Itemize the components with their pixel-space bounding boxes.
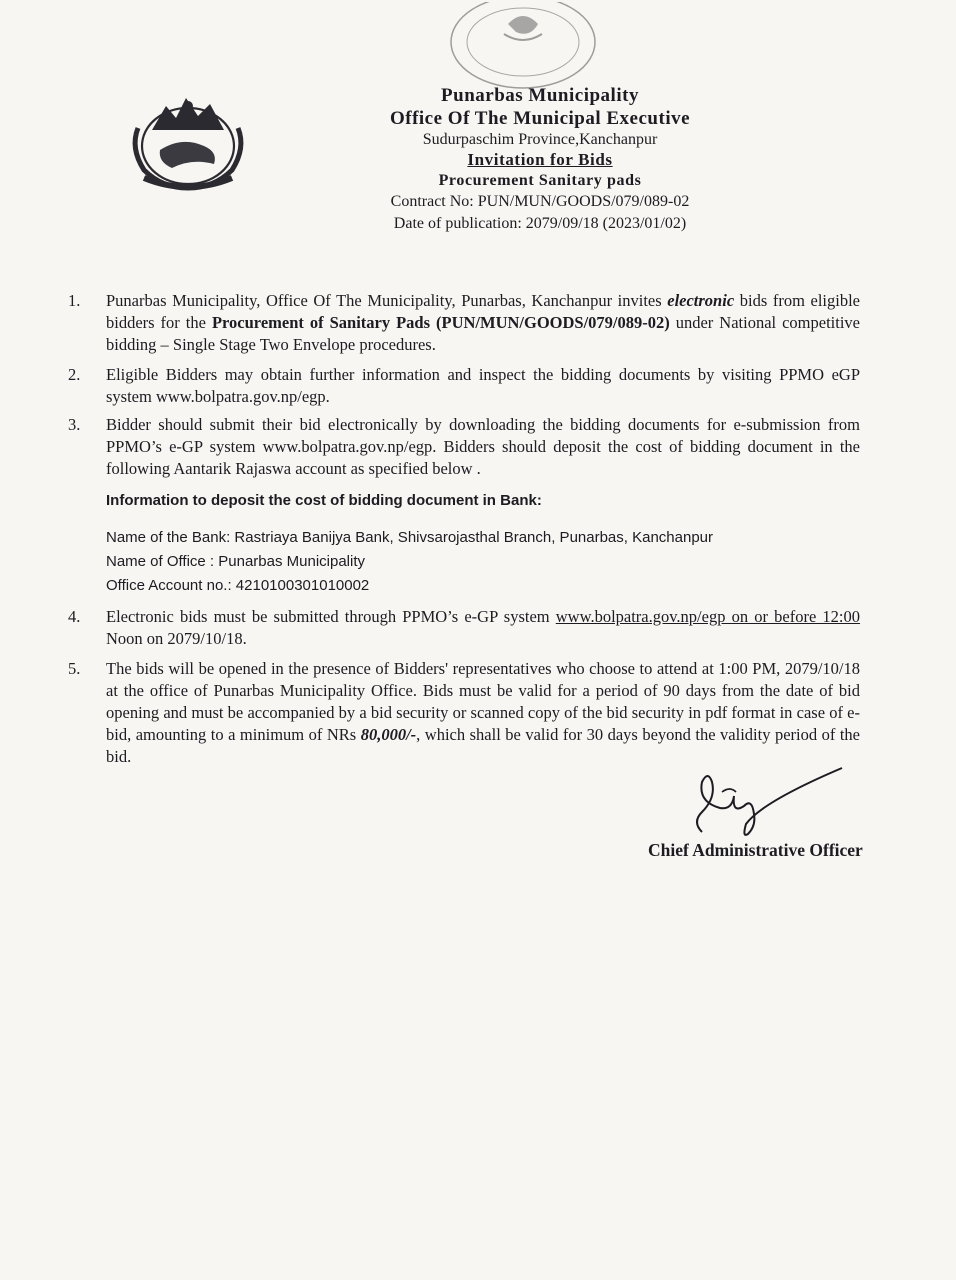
province-line: Sudurpaschim Province,Kanchanpur <box>422 131 658 148</box>
item-number: 2. <box>68 365 81 384</box>
item-text: Electronic bids must be submitted through PPMO’s e-GP system www.bolpatra.gov.np/egp on or before 12:00 Noon on 2079/10/18. <box>106 607 861 648</box>
bank-info <box>106 526 806 598</box>
procurement-subject: Procurement Sanitary pads <box>438 172 642 189</box>
signatory-title: Chief Administrative Officer <box>648 840 863 860</box>
bank-info-title: Information to deposit the cost of bidding document in Bank: <box>106 492 542 509</box>
item-number: 4. <box>68 607 81 626</box>
contract-number: Contract No: PUN/MUN/GOODS/079/089-02 <box>390 193 690 210</box>
letterhead <box>300 84 780 235</box>
item-number: 3. <box>68 415 81 434</box>
notice-title: Invitation for Bids <box>467 150 613 169</box>
office-name-line: Name of Office : Punarbas Municipality <box>106 553 366 570</box>
item-number: 1. <box>68 291 81 310</box>
item-text: The bids will be opened in the presence of Bidders' representatives who choose to attend at 1:00 PM, 2079/10/18 at the office of Punarbas Municipality Office. Bids must be valid for a period of 90 days from the date of bid opening and must be accompanied by a bid security or scanned copy of the bid security in pdf format in case of e-bid, amounting to a minimum of NRs 80,000/-, which shall be valid for 30 days beyond the validity period of the bid. <box>106 659 861 766</box>
account-number: Office Account no.: 4210100301010002 <box>106 577 370 594</box>
bank-name: Name of the Bank: Rastriaya Banijya Bank, Shivsarojasthal Branch, Punarbas, Kanchanpur <box>106 529 714 546</box>
municipality-name: Punarbas Municipality <box>441 85 639 106</box>
publication-date: Date of publication: 2079/09/18 (2023/01/02) <box>393 215 687 232</box>
signature <box>672 762 852 842</box>
item-text: Bidder should submit their bid electronically by downloading the bidding documents for e-submission from PPMO’s e-GP system www.bolpatra.gov.np/egp. Bidders should deposit the cost of bidding document in the following Aantarik Rajaswa account as specified below . <box>106 415 860 478</box>
item-number: 5. <box>68 659 81 678</box>
item-text: Punarbas Municipality, Office Of The Municipality, Punarbas, Kanchanpur invites electronic bids from eligible bidders for the Procurement of Sanitary Pads (PUN/MUN/GOODS/079/089-02) under National competitive bidding – Single Stage Two Envelope procedures. <box>106 291 860 354</box>
office-name: Office Of The Municipal Executive <box>389 108 691 129</box>
nepal-emblem-icon <box>122 88 254 196</box>
item-text: Eligible Bidders may obtain further information and inspect the bidding documents by visiting PPMO eGP system www.bolpatra.gov.np/egp. <box>106 365 860 406</box>
